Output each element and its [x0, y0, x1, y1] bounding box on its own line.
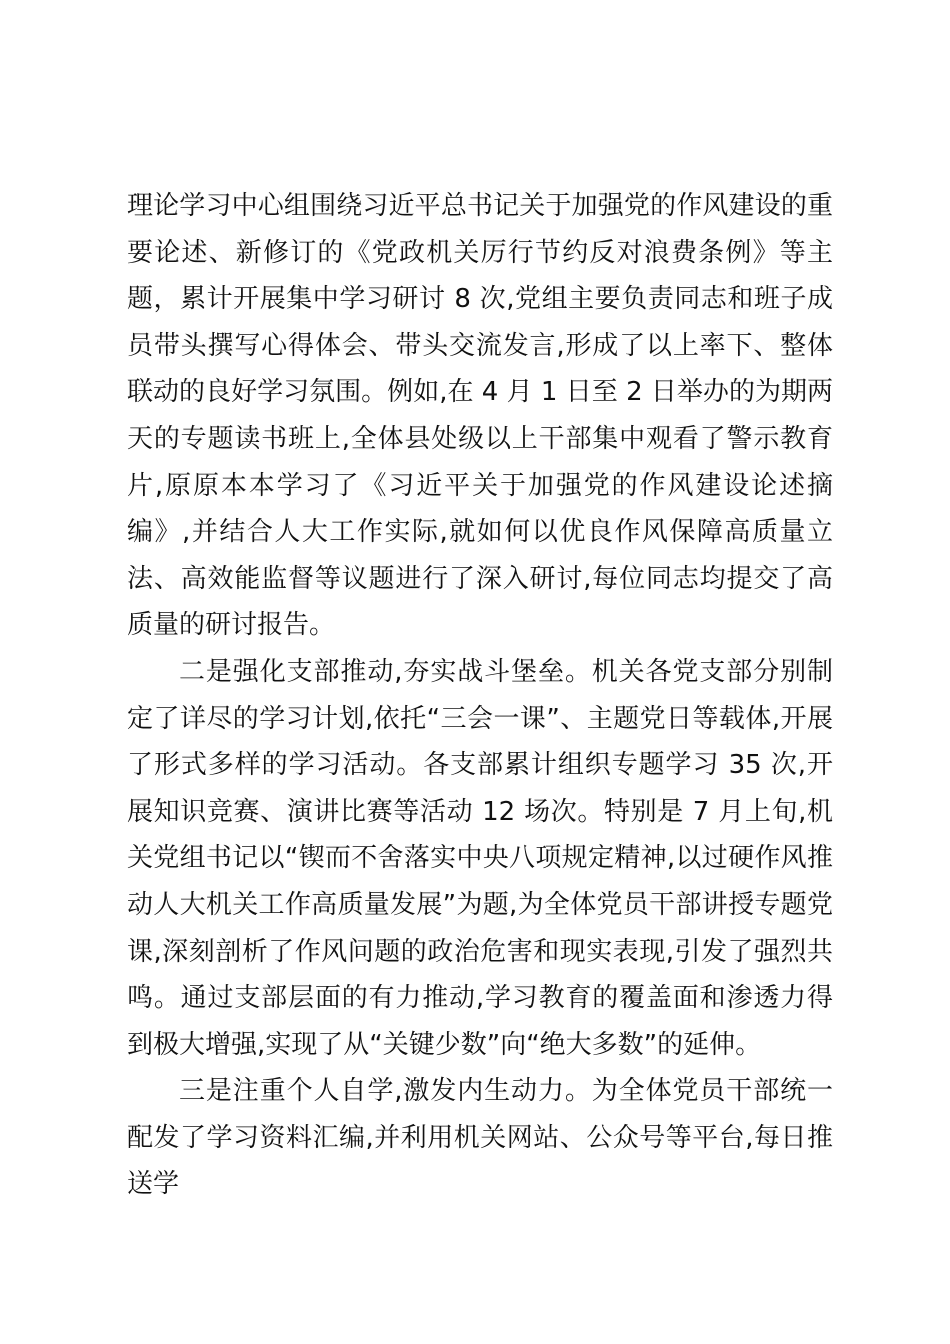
- paragraph-3: 三是注重个人自学,激发内生动力。为全体党员干部统一配发了学习资料汇编,并利用机关网站、公众号等平台,每日推送学: [127, 1076, 833, 1200]
- paragraph-2: 二是强化支部推动,夯实战斗堡垒。机关各党支部分别制定了详尽的学习计划,依托“三会一课”、主题党日等载体,开展了形式多样的学习活动。各支部累计组织专题学习 35 次,开展知识竞赛、演讲比赛等活动 12 场次。特别是 7 月上旬,机关党组书记以“锲而不舍落实中央八项规定精神,以过硬作风推动人大机关工作高质量发展”为题,为全体党员干部讲授专题党课,深刻剖析了作风问题的政治危害和现实表现,引发了强烈共鸣。通过支部层面的有力推动,学习教育的覆盖面和渗透力得到极大增强,实现了从“关键少数”向“绝大多数”的延伸。: [127, 656, 833, 1060]
- document-body: [127, 183, 833, 1208]
- paragraph-1: 理论学习中心组围绕习近平总书记关于加强党的作风建设的重要论述、新修订的《党政机关厉行节约反对浪费条例》等主题，累计开展集中学习研讨 8 次,党组主要负责同志和班子成员带头撰写心得体会、带头交流发言,形成了以上率下、整体联动的良好学习氛围。例如,在 4 月 1 日至 2 日举办的为期两天的专题读书班上,全体县处级以上干部集中观看了警示教育片,原原本本学习了《习近平关于加强党的作风建设论述摘编》,并结合人大工作实际,就如何以优良作风保障高质量立法、高效能监督等议题进行了深入研讨,每位同志均提交了高质量的研讨报告。: [127, 191, 833, 641]
